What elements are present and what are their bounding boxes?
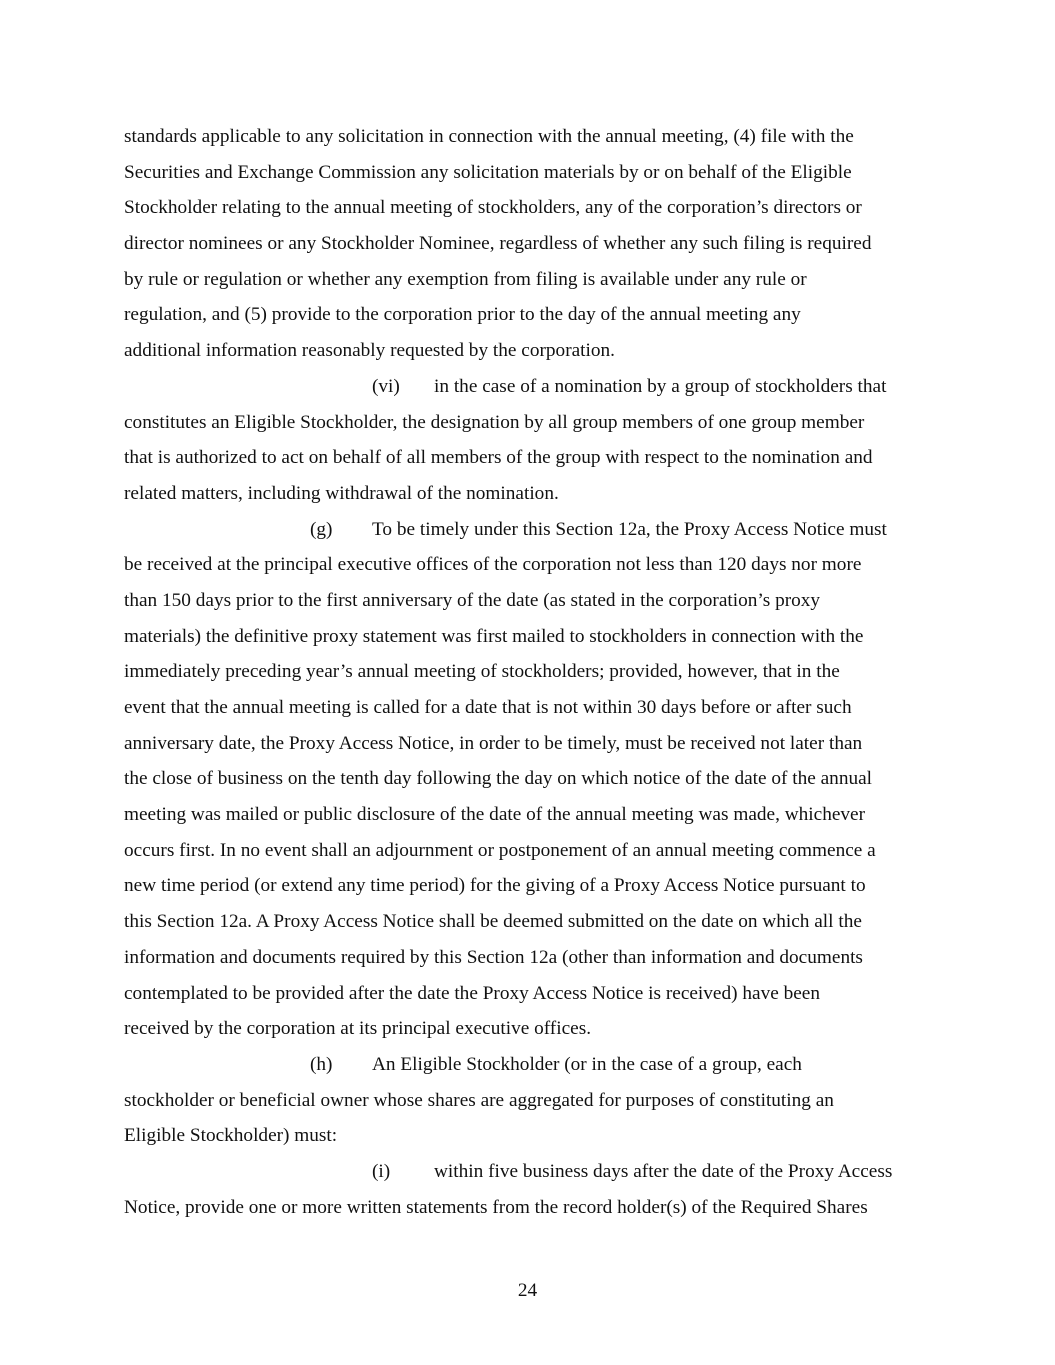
paragraph-line: Eligible Stockholder) must: [124, 1125, 338, 1147]
paragraph-line: this Section 12a. A Proxy Access Notice shall be deemed submitted on the date on which all the [124, 911, 862, 933]
clause-marker: (i) [372, 1160, 391, 1182]
paragraph-line: regulation, and (5) provide to the corporation prior to the day of the annual meeting any [124, 304, 801, 326]
clause-marker: (h) [310, 1053, 333, 1075]
clause-h-first-line [124, 1047, 934, 1083]
clause-marker: (g) [310, 518, 333, 540]
body-text [124, 119, 934, 1225]
clause-i-first-line [124, 1154, 934, 1190]
clause-g-first-line [124, 512, 934, 548]
paragraph-line: stockholder or beneficial owner whose shares are aggregated for purposes of constituting an [124, 1089, 834, 1111]
paragraph-line: materials) the definitive proxy statement was first mailed to stockholders in connection with the [124, 625, 864, 647]
page-number: 24 [517, 1280, 538, 1301]
paragraph-line: standards applicable to any solicitation in connection with the annual meeting, (4) file with the [124, 126, 854, 147]
clause-text: within five business days after the date of the Proxy Access [434, 1160, 893, 1182]
paragraph-line: anniversary date, the Proxy Access Notice, in order to be timely, must be received not later than [124, 732, 863, 754]
paragraph-line: by rule or regulation or whether any exemption from filing is available under any rule or [124, 268, 807, 290]
paragraph-line: than 150 days prior to the first anniversary of the date (as stated in the corporation’s proxy [124, 589, 821, 611]
paragraph-line: Stockholder relating to the annual meeting of stockholders, any of the corporation’s directors or [124, 197, 862, 219]
paragraph-line: related matters, including withdrawal of the nomination. [124, 482, 559, 504]
clause-text: in the case of a nomination by a group of stockholders that [434, 375, 887, 397]
paragraph-line: additional information reasonably requested by the corporation. [124, 340, 615, 362]
paragraph-line: the close of business on the tenth day following the day on which notice of the date of the annual [124, 768, 873, 790]
paragraph-line: meeting was mailed or public disclosure of the date of the annual meeting was made, whichever [124, 804, 866, 826]
paragraph-line: immediately preceding year’s annual meeting of stockholders; provided, however, that in the [124, 661, 840, 683]
paragraph-line: contemplated to be provided after the date the Proxy Access Notice is received) have been [124, 982, 820, 1004]
paragraph-line: be received at the principal executive offices of the corporation not less than 120 days nor more [124, 554, 862, 576]
paragraph-line: constitutes an Eligible Stockholder, the designation by all group members of one group member [124, 411, 865, 433]
paragraph-line: new time period (or extend any time period) for the giving of a Proxy Access Notice pursuant to [124, 875, 866, 897]
paragraph-line: that is authorized to act on behalf of all members of the group with respect to the nomination and [124, 447, 873, 469]
paragraph-line: event that the annual meeting is called for a date that is not within 30 days before or after such [124, 697, 852, 718]
clause-text: To be timely under this Section 12a, the Proxy Access Notice must [372, 518, 887, 540]
paragraph-line: received by the corporation at its principal executive offices. [124, 1018, 592, 1040]
clause-text: An Eligible Stockholder (or in the case of a group, each [372, 1053, 802, 1075]
clause-vi-first-line [124, 369, 934, 405]
paragraph-line: Notice, provide one or more written statements from the record holder(s) of the Required Shares [124, 1196, 868, 1218]
paragraph-line: Securities and Exchange Commission any solicitation materials by or on behalf of the Eligible [124, 161, 852, 183]
paragraph-line: director nominees or any Stockholder Nominee, regardless of whether any such filing is required [124, 233, 872, 255]
paragraph-line: information and documents required by this Section 12a (other than information and documents [124, 946, 863, 968]
paragraph-line: occurs first. In no event shall an adjournment or postponement of an annual meeting commence a [124, 839, 876, 861]
clause-marker: (vi) [372, 375, 400, 397]
